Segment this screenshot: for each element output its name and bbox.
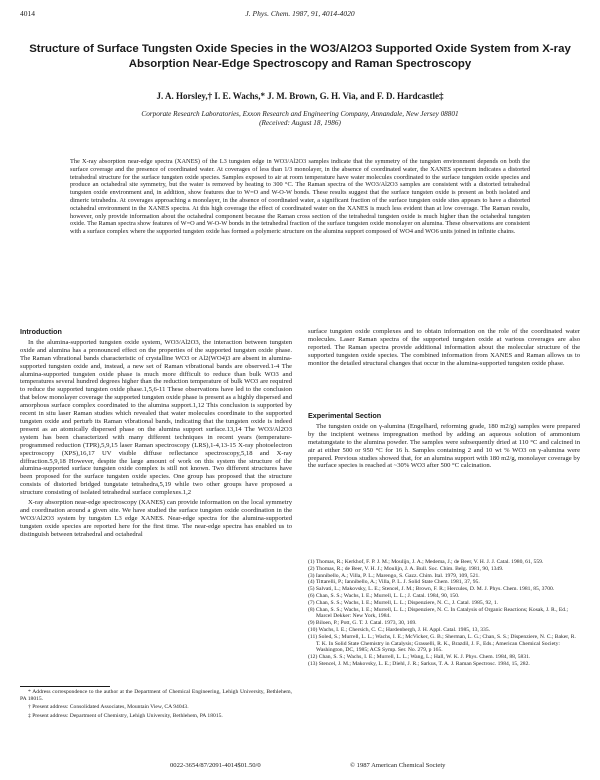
introduction-heading: Introduction bbox=[20, 327, 62, 336]
reference-item: (1) Thomas, R.; Kerkhof, F. P. J. M.; Moulijn, J. A.; Medema, J.; de Beer, V. H. J. J. Catal. 1980, 61, 559. bbox=[308, 559, 544, 565]
author-list: J. A. Horsley,† I. E. Wachs,* J. M. Brown, G. H. Via, and F. D. Hardcastle‡ bbox=[156, 91, 444, 101]
reference-item: (4) Tittarelli, P.; Iannibello, A.; Villa, P. L. J. Solid State Chem. 1981, 37, 95. bbox=[308, 579, 480, 586]
journal-citation: J. Phys. Chem. 1987, 91, 4014-4020 bbox=[245, 9, 355, 18]
reference-item: (13) Stencel, J. M.; Makovsky, L. E.; Diehl, J. R.; Sarkus, T. A. J. Raman Spectrosc. 1984, 15, 282. bbox=[308, 660, 530, 667]
affiliation: Corporate Research Laboratories, Exxon Research and Engineering Company, Annandale, New Jersey 08801 bbox=[141, 110, 459, 118]
running-header bbox=[20, 9, 580, 21]
intro-paragraph-continued: surface tungsten oxide complexes and to obtain information on the role of the coordinated water molecules. Laser Raman spectra of the supported tungsten oxide at various coverages are also reported. The Raman spectra provide additional information about the molecular structure of the supported tungsten oxide species. The combined information from XANES and Raman allows us to monitor the detailed structural changes that occur in the alumina-supported tungsten oxide phase. bbox=[308, 328, 580, 367]
right-column bbox=[308, 328, 580, 499]
article-title: Structure of Surface Tungsten Oxide Species in the WO3/Al2O3 Supported Oxide System from X-ray Absorption Near-Edge Spectroscopy and Raman Spectroscopy bbox=[29, 43, 571, 70]
page-footer bbox=[20, 762, 580, 772]
intro-paragraph: X-ray absorption near-edge spectroscopy (XANES) can provide information on the local symmetry and coordination around a given site. We have studied the surface tungsten oxide coordination in the WO3/Al2O3 system by tungsten L3 edge XANES. Near-edge spectra for the alumina-supported tungsten oxide species are reported here for the first time. The near-edge spectra has enabled us to distinguish between tetrahedral and octahedral bbox=[20, 499, 292, 538]
reference-item: (3) Iannibello, A.; Villa, P. L.; Marengo, S. Gazz. Chim. Ital. 1979, 109, 521. bbox=[308, 572, 480, 579]
footnote: * Address correspondence to the author at the Department of Chemical Engineering, Lehigh University, Bethlehem, PA 18015. bbox=[20, 688, 292, 702]
reference-item: (8) Chan, S. S.; Wachs, I. E.; Murrell, L. L.; Dispenziere, N. C. In Catalysis of Organic Reactions; Kosak, J. R., Ed.; Marcel Dekker: New York, 1984. bbox=[308, 606, 569, 620]
reference-item: (11) Soled, S.; Murrell, L. L.; Wachs, I. E.; McVicker, G. B.; Sherman, L. G.; Chan, S. S.; Dispenziere, N. C.; Baker, R. T. K. In Solid State Chemistry in Catalysis; Grasselli, R. K., Brazdil, J. F., Eds.; American Chemical Society: Washington, DC, 1985; ACS Symp. Ser. No. 279, p 165. bbox=[308, 633, 576, 654]
experimental-paragraph: The tungsten oxide on γ-alumina (Engelhard, reforming grade, 180 m2/g) samples were prepared by the incipient wetness impregnation method by adding an aqueous solution of ammonium metatungstate to the alumina powder. The samples were subsequently dried at 110 °C and calcined in air at either 500 or 950 °C for 16 h. Samples containing 2 and 10 wt % WO3 on γ-alumina were prepared. Previous studies showed that, for an alumina support with 180 m2/g, monolayer coverage by the surface species is reached at ~30% WO3 after 500 °C calcination. bbox=[308, 422, 580, 470]
copyright-notice: © 1987 American Chemical Society bbox=[350, 762, 446, 769]
page-number: 4014 bbox=[20, 9, 35, 18]
footnote: ‡ Present address: Department of Chemistry, Lehigh University, Bethlehem, PA 18015. bbox=[28, 712, 223, 719]
abstract: The X-ray absorption near-edge spectra (XANES) of the L3 tungsten edge in WO3/Al2O3 samples indicate that the symmetry of the tungsten environment depends on both the surface coverage and the presence of coordinated water. At coverages of less than 1/3 monolayer, in the absence of coordinated water, the XANES spectrum indicates a distorted tetrahedral structure for the surface tungsten oxide species. Samples exposed to air at room temperature have water molecules coordinated to the surface tungsten oxide species and produce an octahedral site symmetry, but the water is removed by heating to 300 °C. The Raman spectra of the WO3/Al2O3 samples are consistent with a distorted tetrahedral tungsten oxide environment and, in addition, show features due to W=O and W-O-W bonds. These results suggest that the surface tungsten oxide is present as both isolated and dimeric tetrahedra. At coverages approaching a monolayer, in the absence of coordinated water, a significant fraction of the surface tungsten oxide sites appears to have a distorted octahedral environment in the XANES spectra. At this high coverage the effect of coordinated water on the XANES is much less evident than at low coverage. The Raman results, however, only provide information about the octahedral component because the Raman cross section of the tetrahedral tungsten oxide is much higher than the octahedral tungsten oxide. The Raman spectra show features of W=O and W-O-W bonds in the tetrahedral fraction of the surface tungsten oxide monolayer on alumina. These observations are consistent with a surface complex where the supported tungsten oxide has formed a polymeric structure on the alumina support composed of WO4 and WO6 units joined in infinite chains. bbox=[70, 158, 530, 236]
affiliation-block bbox=[40, 110, 560, 129]
introduction-body bbox=[20, 339, 292, 681]
footnote-rule bbox=[20, 686, 110, 687]
article-identifier: 0022-3654/87/2091-4014$01.50/0 bbox=[170, 762, 261, 769]
reference-item: (7) Chan, S. S.; Wachs, I. E.; Murrell, L. L.; Dispenziere, N. C., J. Catal. 1985, 92, 1. bbox=[308, 599, 499, 606]
reference-item: (2) Thomas, R.; de Beer, V. H. J.; Moulijn, J. A. Bull. Soc. Chim. Belg. 1981, 90, 1349. bbox=[308, 565, 504, 572]
experimental-heading: Experimental Section bbox=[308, 411, 382, 420]
experimental-body bbox=[308, 423, 580, 499]
reference-item: (10) Wachs, I. E.; Chersich, C. C.; Hardenbergh, J. H. Appl. Catal. 1985, 13, 335. bbox=[308, 626, 491, 633]
references-list bbox=[308, 559, 580, 749]
intro-continuation bbox=[308, 328, 580, 404]
footnote: † Present address: Consolidated Associates, Mountain View, CA 94043. bbox=[28, 704, 189, 711]
reference-item: (6) Chan, S. S.; Wachs, I. E.; Murrell, L. L.; J. Catal. 1984, 90, 150. bbox=[308, 592, 460, 599]
left-column bbox=[20, 328, 292, 721]
reference-item: (9) Biloen, P.; Pott, G. T. J. Catal. 1973, 30, 169. bbox=[308, 620, 417, 627]
received-date: (Received: August 18, 1986) bbox=[259, 119, 341, 128]
reference-item: (5) Salvati, L.; Makovsky, L. E.; Stencel, J. M.; Brown, F. R.; Hercules, D. M. J. Phys. Chem. 1981, 85, 3700. bbox=[308, 586, 555, 593]
intro-paragraph: In the alumina-supported tungsten oxide system, WO3/Al2O3, the interaction between tungsten oxide and alumina has a pronounced effect on the properties of the supported tungsten oxide phase. The Raman vibrational bands characteristic of crystalline WO3 or Al2(WO4)3 are absent in alumina-supported tungsten oxide and, instead, a new set of Raman vibrational bands are observed.1-4 The alumina-supported tungsten oxide phase is much more difficult to reduce than bulk WO3 and temperatures several hundred degrees higher than the reduction temperature of bulk WO3 are required to reduce the supported tungsten oxide phase.1,5,6-11 These observations have led to the conclusion that below monolayer coverage the supported tungsten oxide phase is present as a highly dispersed and amorphous surface complex coordinated to the alumina support.1,12 This conclusion is supported by recent in situ laser Raman studies which revealed that water molecules coordinate to the supported tungsten oxide and perturb its Raman vibrational bands, indicating that the tungsten oxide is indeed present as an atomically dispersed phase on the alumina support surface.13,14 The WO3/Al2O3 system has been characterized with many different techniques in recent years (temperature-programmed reduction (TPR),5,9,15 laser Raman spectroscopy (LRS),1-4,13-15 X-ray photoelectron spectroscopy (XPS),16,17 UV visible diffuse reflectance spectroscopy,5,18 and X-ray diffraction.5,9,18 However, despite the large amount of work on this system the structure of the alumina-supported surface tungsten oxide complex is still not known. Two different structures have been proposed for the surface tungsten oxide species. One group has proposed that the structure consists of distorted bridged tungstate tetrahedra,5,19 while two other groups have proposed a structure consisting of isolated tetrahedral surface complexes.1,2 bbox=[20, 338, 292, 497]
reference-item: (12) Chan, S. S.; Wachs, I. E.; Murrell, L. L.; Wang, L.; Hall, W. K. J. Phys. Chem. 1984, 88, 5831. bbox=[308, 654, 531, 661]
